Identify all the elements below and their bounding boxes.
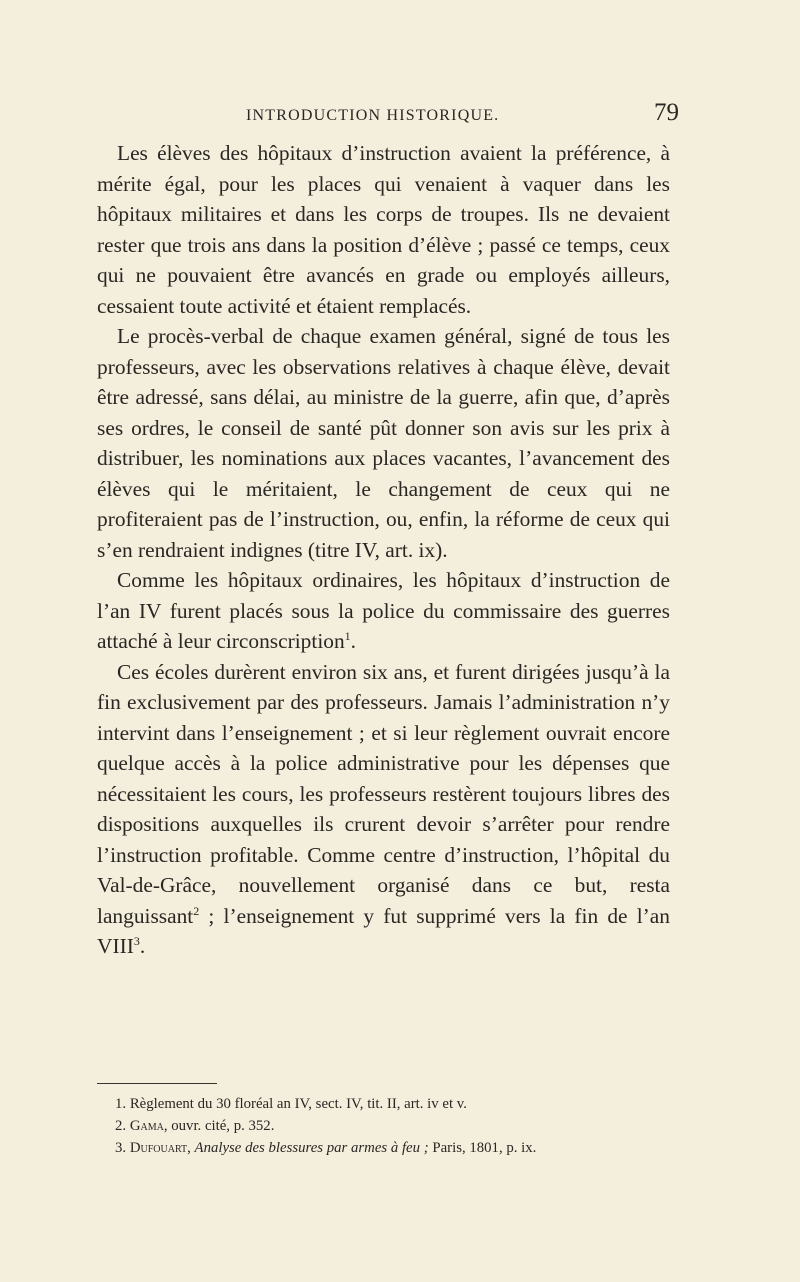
running-title: INTRODUCTION HISTORIQUE.	[246, 107, 500, 124]
footnote-ref: 1	[344, 628, 351, 643]
paragraph-text: ; l’enseignement y fut supprimé vers la fin de l’an VIII	[97, 903, 670, 958]
paragraph-end: .	[139, 934, 146, 958]
paragraph: Le procès-verbal de chaque examen général, signé de tous les professeurs, avec les observations relatives à chaque élève, devait être adressé, sans délai, au ministre de la guerre, afin que, d’après ses ordres, le conseil de santé pût donner son avis sur les prix à distribuer, les nominations aux places vacantes, l’avancement des élèves qui le méritaient, le changement de ceux qui ne profiteraient pas de l’instruction, ou, enfin, la réforme de ceux qui s’en rendraient indignes (titre IV, art. ix).	[97, 324, 670, 562]
footnote-author: Gama	[129, 1118, 164, 1134]
footnotes	[97, 1093, 697, 1159]
footnote-number: 3.	[115, 1140, 127, 1156]
footnote	[97, 1137, 697, 1159]
paragraph-text: Ces écoles durèrent environ six ans, et furent dirigées jusqu’à la fin exclusivement par des professeurs. Jamais l’administration n’y intervint dans l’enseignement ; et si leur règlement ouvrait encore quelque accès à la police administrative pour les dépenses que nécessitaient les cours, les professeurs restèrent toujours libres des dispositions auxquelles ils crurent devoir s’arrêter pour rendre l’instruction profitable. Comme centre d’instruction, l’hôpital du Val-de-Grâce, nouvellement organisé dans ce but, resta languissant	[97, 659, 670, 928]
footnote-title: Analyse des blessures par armes à feu ;	[194, 1140, 429, 1156]
paragraph-text: Comme les hôpitaux ordinaires, les hôpitaux d’instruction de l’an IV furent placés sous la police du commissaire des guerres attaché à leur circonscription	[97, 568, 670, 653]
paragraph-end: .	[350, 629, 357, 653]
footnote-text: , ouvr. cité, p. 352.	[163, 1118, 275, 1134]
paragraph: Les élèves des hôpitaux d’instruction avaient la préférence, à mérite égal, pour les places qui venaient à vaquer dans les hôpitaux militaires et dans les corps de troupes. Ils ne devaient rester que trois ans dans la position d’élève ; passé ce temps, ceux qui ne pouvaient être avancés en grade ou employés ailleurs, cessaient toute activité et étaient remplacés.	[97, 141, 670, 318]
footnote-text: Paris, 1801, p. ix.	[428, 1140, 537, 1156]
footnote-text: Règlement du 30 floréal an IV, sect. IV, tit. II, art. iv et v.	[129, 1096, 467, 1112]
paragraph	[97, 565, 670, 657]
footnote-ref: 2	[193, 903, 200, 918]
footnote-divider	[97, 1083, 217, 1084]
paragraph	[97, 657, 670, 962]
footnote	[97, 1115, 697, 1137]
footnote-author: Dufouart	[129, 1140, 188, 1156]
footnote-number: 2.	[115, 1118, 127, 1134]
footnote	[97, 1093, 697, 1115]
page-number: 79	[654, 99, 679, 126]
main-text	[97, 138, 670, 962]
footnote-ref: 3	[133, 933, 140, 948]
page-header	[0, 99, 800, 137]
footnote-number: 1.	[115, 1096, 127, 1112]
footnote-separator: ,	[187, 1140, 195, 1156]
